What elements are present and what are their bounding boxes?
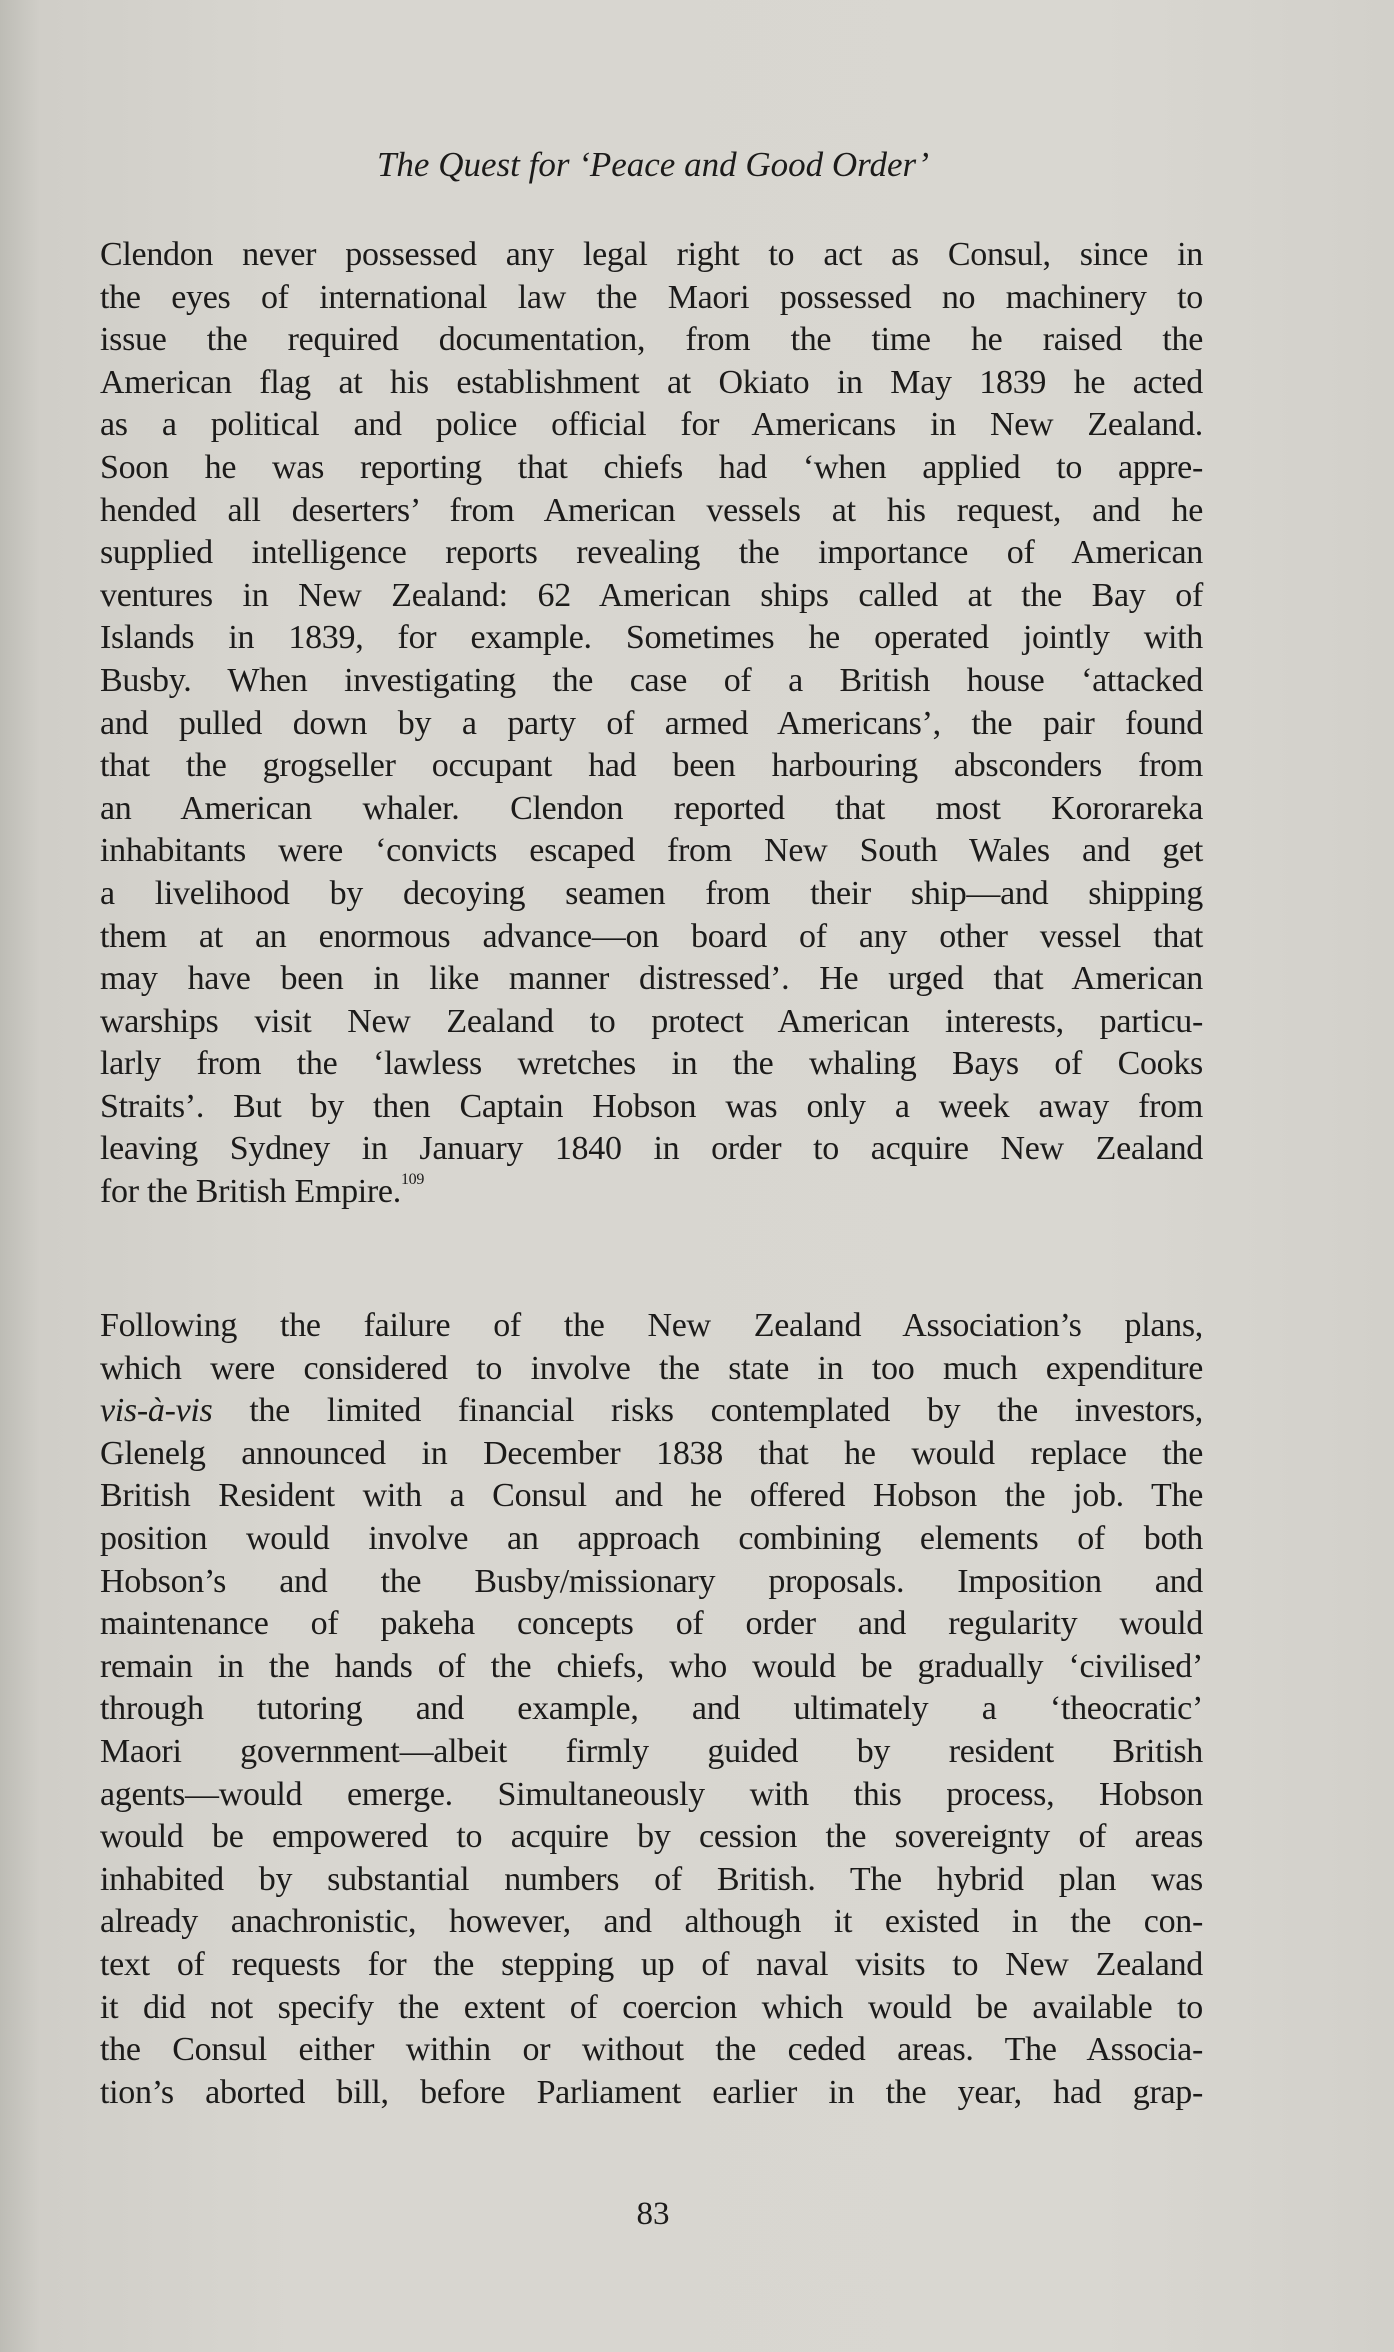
text-line: supplied intelligence reports revealing the importance of American xyxy=(100,534,1203,572)
text-line: issue the required documentation, from the time he raised the xyxy=(100,321,1203,359)
text-line: Hobson’s and the Busby/missionary proposals. Imposition and xyxy=(100,1562,1203,1600)
text-line: vis-à-vis the limited financial risks contemplated by the investors, xyxy=(100,1392,1203,1430)
text-line: an American whaler. Clendon reported that most Kororareka xyxy=(100,789,1203,827)
text-line: tion’s aborted bill, before Parliament earlier in the year, had grap- xyxy=(100,2073,1203,2111)
text-line: Islands in 1839, for example. Sometimes he operated jointly with xyxy=(100,619,1203,657)
text-line: maintenance of pakeha concepts of order and regularity would xyxy=(100,1605,1203,1643)
text-line: inhabitants were ‘convicts escaped from New South Wales and get xyxy=(100,832,1203,870)
text-line: hended all deserters’ from American vessels at his request, and he xyxy=(100,491,1203,529)
page-number: 83 xyxy=(636,2196,670,2232)
italic-phrase: vis-à-vis xyxy=(100,1392,213,1430)
text-line: it did not specify the extent of coercion which would be available to xyxy=(100,1988,1203,2026)
paragraph-1 xyxy=(100,234,1203,1214)
text-line: Busby. When investigating the case of a British house ‘attacked xyxy=(100,661,1203,699)
text-line: ventures in New Zealand: 62 American ships called at the Bay of xyxy=(100,576,1203,614)
text-line: remain in the hands of the chiefs, who would be gradually ‘civilised’ xyxy=(100,1647,1203,1685)
text-line: American flag at his establishment at Okiato in May 1839 he acted xyxy=(100,363,1203,401)
text-line: may have been in like manner distressed’. He urged that American xyxy=(100,960,1203,998)
text-line: the eyes of international law the Maori possessed no machinery to xyxy=(100,278,1203,316)
text-line: Straits’. But by then Captain Hobson was only a week away from xyxy=(100,1087,1203,1125)
text-line: agents—would emerge. Simultaneously with this process, Hobson xyxy=(100,1775,1203,1813)
text-line: through tutoring and example, and ultimately a ‘theocratic’ xyxy=(100,1690,1203,1728)
text-line: larly from the ‘lawless wretches in the whaling Bays of Cooks xyxy=(100,1045,1203,1083)
text-line: and pulled down by a party of armed Americans’, the pair found xyxy=(100,704,1203,742)
running-header: The Quest for ‘Peace and Good Order’ xyxy=(376,145,930,184)
text-line: a livelihood by decoying seamen from their ship—and shipping xyxy=(100,874,1203,912)
footnote-reference: 109 xyxy=(400,1171,425,1189)
text-line: them at an enormous advance—on board of any other vessel that xyxy=(100,917,1203,955)
text-line: Soon he was reporting that chiefs had ‘when applied to appre- xyxy=(100,448,1203,486)
text-line: text of requests for the stepping up of naval visits to New Zealand xyxy=(100,1945,1203,1983)
text-line: Clendon never possessed any legal right to act as Consul, since in xyxy=(100,236,1203,273)
text-line: Glenelg announced in December 1838 that he would replace the xyxy=(100,1434,1203,1472)
text-line: that the grogseller occupant had been harbouring absconders from xyxy=(100,747,1203,785)
text-line: which were considered to involve the state in too much expenditure xyxy=(100,1349,1203,1387)
paragraph-2 xyxy=(100,1305,1203,2114)
text-line: for the British Empire.$^{109}$ xyxy=(100,1171,425,1211)
text-line: Maori government—albeit firmly guided by resident British xyxy=(100,1732,1203,1770)
text-line: inhabited by substantial numbers of British. The hybrid plan was xyxy=(100,1860,1203,1898)
text-line: British Resident with a Consul and he offered Hobson the job. The xyxy=(100,1477,1203,1515)
text-line: position would involve an approach combining elements of both xyxy=(100,1519,1203,1557)
text-line: Following the failure of the New Zealand Association’s plans, xyxy=(100,1307,1203,1344)
text-line: as a political and police official for Americans in New Zealand. xyxy=(100,406,1203,444)
text-line: the Consul either within or without the ceded areas. The Associa- xyxy=(100,2031,1203,2069)
text-line: warships visit New Zealand to protect American interests, particu- xyxy=(100,1002,1203,1040)
text-line: leaving Sydney in January 1840 in order to acquire New Zealand xyxy=(100,1130,1203,1168)
text-line: would be empowered to acquire by cession the sovereignty of areas xyxy=(100,1818,1203,1856)
text-line: already anachronistic, however, and although it existed in the con- xyxy=(100,1903,1203,1941)
